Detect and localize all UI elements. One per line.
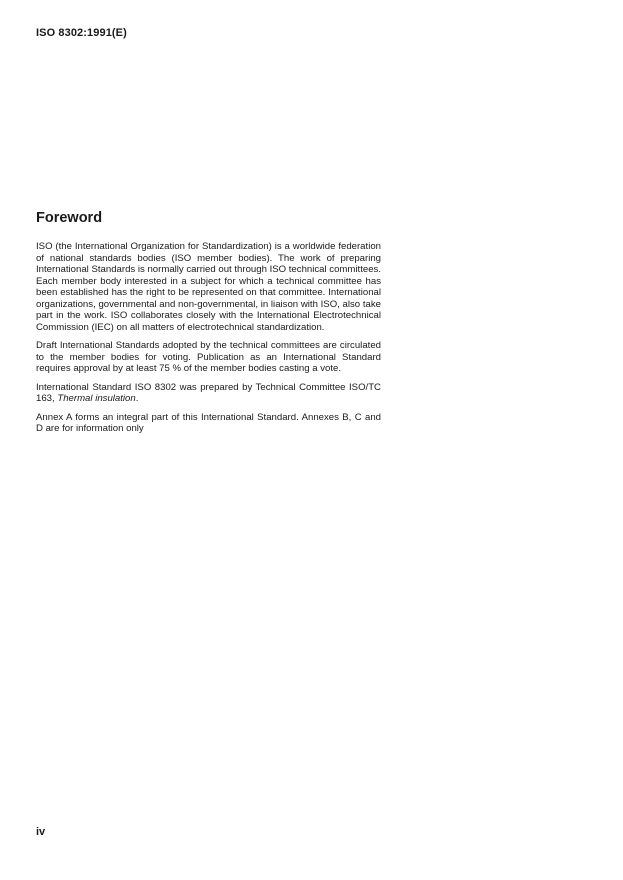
- page-number: iv: [36, 826, 46, 838]
- foreword-paragraph-committee: [36, 382, 381, 405]
- foreword-paragraph-drafts: Draft International Standards adopted by the technical committees are circulated to the member bodies for voting. Publication as an International Standard requires approval by at least 75 % of the member bodies casting a vote.: [36, 340, 381, 374]
- foreword-section: [36, 210, 381, 442]
- document-identifier: ISO 8302:1991(E): [36, 27, 127, 39]
- foreword-paragraph-iso: ISO (the International Organization for Standardization) is a worldwide federation of national standards bodies (ISO member bodies). The work of preparing International Standards is normally carried out through ISO technical committees. Each member body interested in a subject for which a technical committee has been established has the right to be represented on that committee. International organizations, governmental and non-governmental, in liaison with ISO, also take part in the work. ISO collaborates closely with the International Electrotechnical Commission (IEC) on all matters of electrotechnical standardization.: [36, 241, 382, 333]
- foreword-heading: Foreword: [36, 210, 103, 226]
- foreword-paragraph-annexes: Annex A forms an integral part of this International Standard. Annexes B, C and D are for information only: [36, 411, 381, 434]
- committee-text: International Standard ISO 8302 was prepared by Technical Committee ISO/TC 163,: [36, 381, 381, 404]
- committee-end: .: [135, 393, 139, 404]
- committee-title: Thermal insulation: [57, 393, 136, 404]
